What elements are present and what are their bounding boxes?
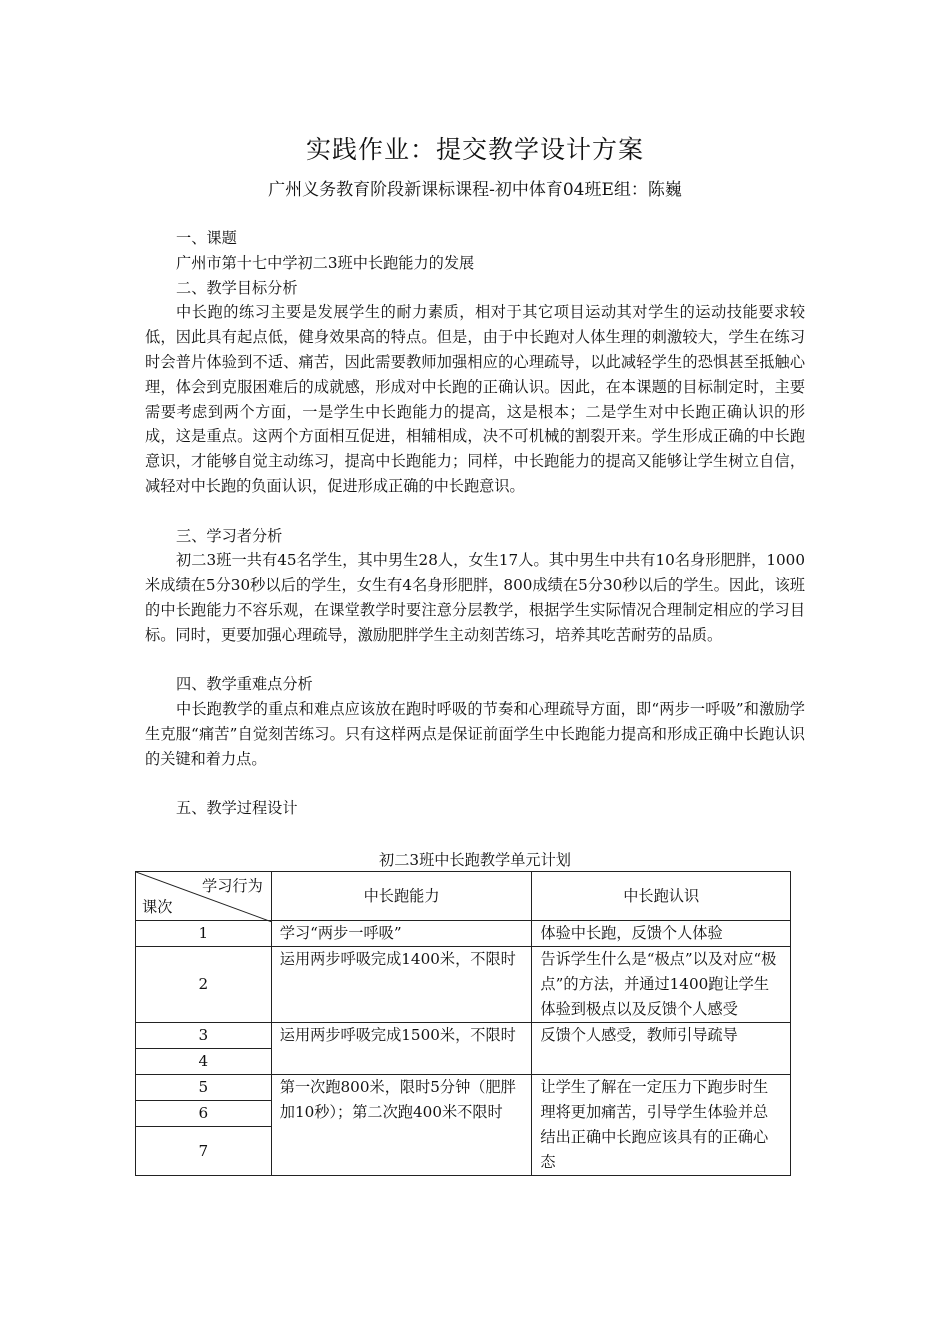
lesson-number: 7	[136, 1127, 272, 1176]
table-row	[136, 947, 791, 1023]
cognition-cell: 告诉学生什么是“极点”以及对应“极点”的方法，并通过1400跑让学生体验到极点以及反馈个人感受	[532, 947, 791, 1023]
cognition-cell: 体验中长跑，反馈个人体验	[532, 921, 791, 947]
table-row	[136, 1023, 791, 1049]
corner-label-bottom: 课次	[142, 898, 173, 916]
unit-plan-table	[135, 871, 791, 1176]
lesson-number: 1	[136, 921, 272, 947]
table-row	[136, 1075, 791, 1101]
section-1-heading: 一、课题	[176, 229, 237, 247]
table-header-row	[136, 872, 791, 921]
section-2-text: 中长跑的练习主要是发展学生的耐力素质，相对于其它项目运动其对学生的运动技能要求较低，因此具有起点低，健身效果高的特点。但是，由于中长跑对人体生理的刺激较大，学生在练习时会普片体验到不适、痛苦，因此需要教师加强相应的心理疏导，以此减轻学生的恐惧甚至抵触心理，体会到克服困难后的成就感，形成对中长跑的正确认识。因此，在本课题的目标制定时，主要需要考虑到两个方面，一是学生中长跑能力的提高，这是根本；二是学生对中长跑正确认识的形成，这是重点。这两个方面相互促进，相辅相成，决不可机械的割裂开来。学生形成正确的中长跑意识，才能够自觉主动练习，提高中长跑能力；同样，中长跑能力的提高又能够让学生树立自信，减轻对中长跑的负面认识，促进形成正确的中长跑意识。	[145, 303, 805, 495]
section-3-heading: 三、学习者分析	[176, 526, 283, 545]
cognition-cell: 反馈个人感受，教师引导疏导	[532, 1023, 791, 1075]
document-body	[145, 226, 805, 821]
section-3-text: 初二3班一共有45名学生，其中男生28人，女生17人。其中男生中共有10名身形肥胖，1000米成绩在5分30秒以后的学生，女生有4名身形肥胖，800成绩在5分30秒以后的学生。因此，该班的中长跑能力不容乐观，在课堂教学时要注意分层教学，根据学生实际情况合理制定相应的学习目标。同时，更要加强心理疏导，激励肥胖学生主动刻苦练习，培养其吃苦耐劳的品质。	[145, 551, 805, 644]
lesson-number: 4	[136, 1049, 272, 1075]
ability-cell: 第一次跑800米，限时5分钟（肥胖加10秒）；第二次跑400米不限时	[271, 1075, 532, 1176]
lesson-number: 3	[136, 1023, 272, 1049]
section-2-heading: 二、教学目标分析	[176, 278, 298, 297]
corner-label-top: 学习行为	[202, 877, 263, 895]
lesson-number: 5	[136, 1075, 272, 1101]
section-4-heading: 四、教学重难点分析	[176, 675, 313, 694]
section-1-text: 广州市第十七中学初二3班中长跑能力的发展	[176, 253, 475, 272]
cognition-cell: 让学生了解在一定压力下跑步时生理将更加痛苦，引导学生体验并总结出正确中长跑应该具有的正确心态	[532, 1075, 791, 1176]
lesson-number: 2	[136, 947, 272, 1023]
ability-cell: 运用两步呼吸完成1500米，不限时	[271, 1023, 532, 1075]
table-caption: 初二3班中长跑教学单元计划	[379, 851, 571, 869]
ability-cell: 运用两步呼吸完成1400米，不限时	[271, 947, 532, 1023]
ability-cell: 学习“两步一呼吸”	[271, 921, 532, 947]
header-ability: 中长跑能力	[271, 872, 532, 921]
document-title: 实践作业：提交教学设计方案	[305, 135, 644, 164]
lesson-number: 6	[136, 1101, 272, 1127]
document-subtitle: 广州义务教育阶段新课标课程-初中体育04班E组：陈巍	[268, 180, 682, 200]
table-row	[136, 921, 791, 947]
table-corner-cell	[136, 872, 272, 921]
section-5-heading: 五、教学过程设计	[176, 799, 298, 818]
header-cognition: 中长跑认识	[532, 872, 791, 921]
section-4-text: 中长跑教学的重点和难点应该放在跑时呼吸的节奏和心理疏导方面，即“两步一呼吸”和激励学生克服“痛苦”自觉刻苦练习。只有这样两点是保证前面学生中长跑能力提高和形成正确中长跑认识的关键和着力点。	[145, 700, 805, 768]
